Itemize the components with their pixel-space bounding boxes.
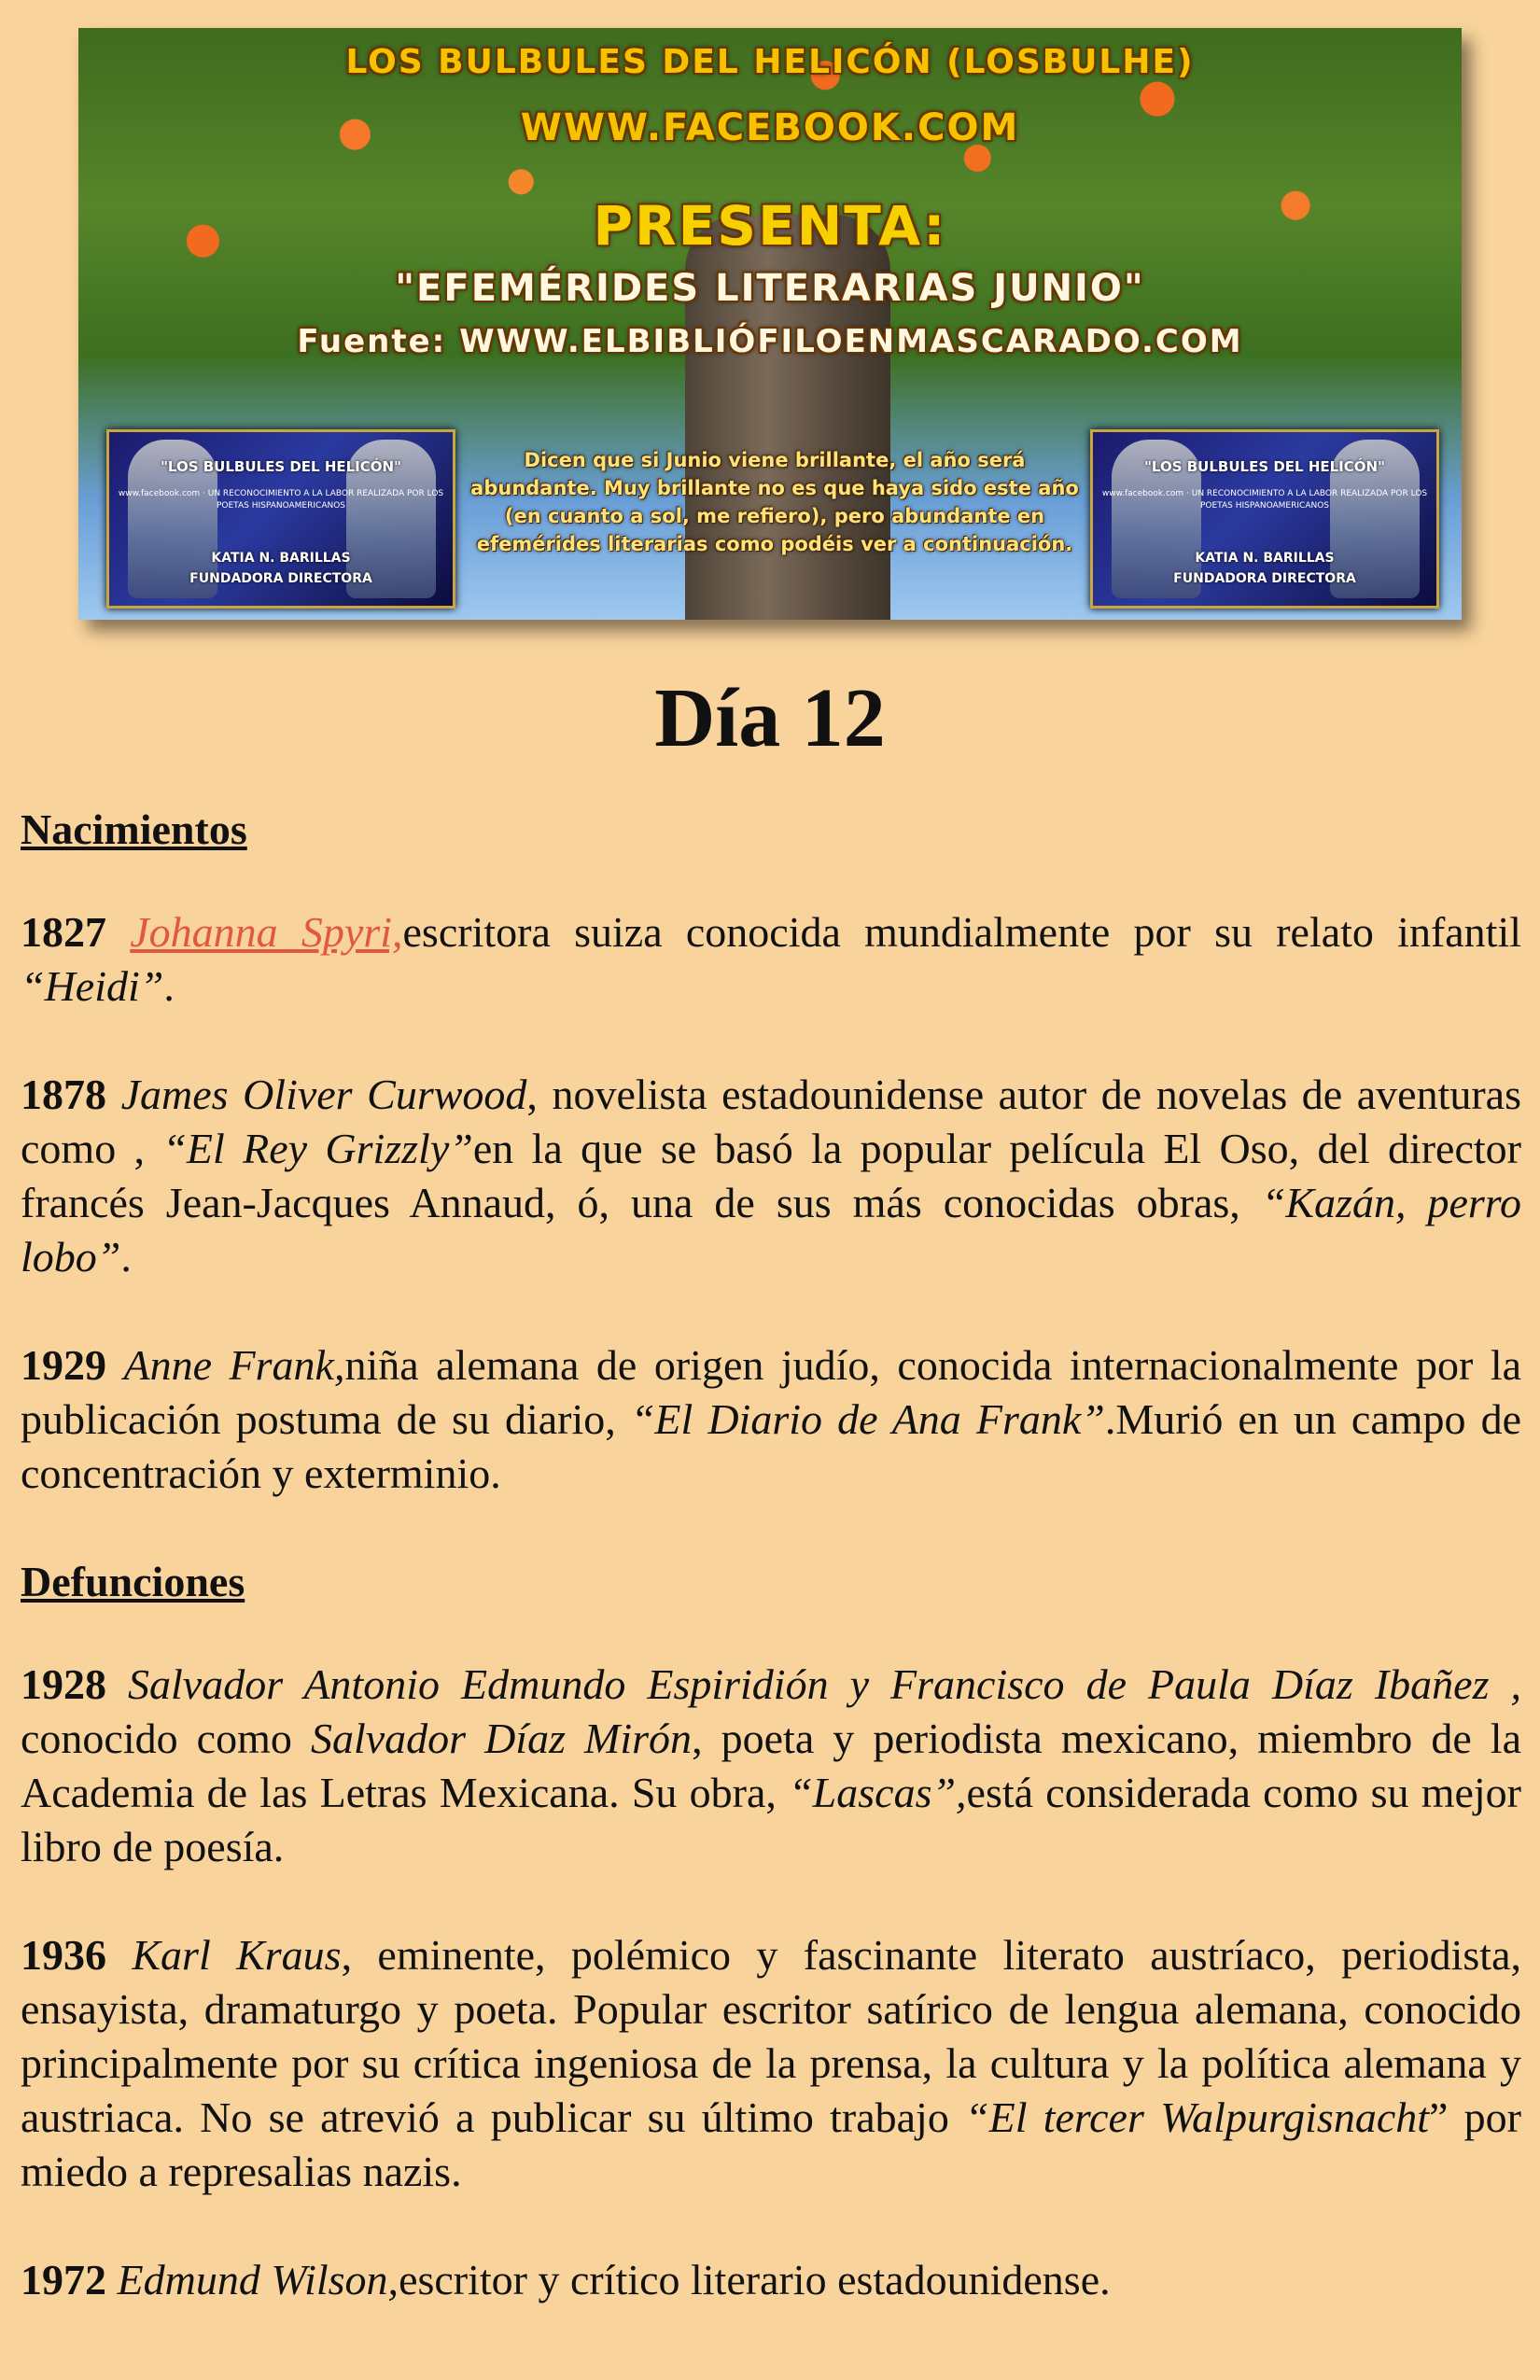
entry-year: 1928 bbox=[21, 1660, 106, 1708]
author-name: James Oliver Curwood bbox=[120, 1071, 527, 1118]
entry-year: 1878 bbox=[21, 1071, 106, 1118]
banner-group-name: LOS BULBULES DEL HELICÓN (LOSBULHE) bbox=[345, 43, 1195, 81]
entry-text: . bbox=[120, 1233, 132, 1281]
author-name: Karl Kraus bbox=[132, 1931, 342, 1979]
logo-title: "LOS BULBULES DEL HELICÓN" bbox=[1144, 458, 1385, 475]
article-body bbox=[21, 803, 1521, 2361]
banner-website: WWW.FACEBOOK.COM bbox=[520, 106, 1020, 149]
logo-footer bbox=[1093, 548, 1436, 589]
logo-right bbox=[1090, 429, 1439, 609]
entry-year: 1929 bbox=[21, 1341, 106, 1389]
death-entry-1972 bbox=[21, 2253, 1521, 2307]
death-entry-1936 bbox=[21, 1928, 1521, 2199]
entry-text: , eminente, polémico y fascinante literato austríaco, periodista, ensayista, dramaturgo y poeta. Popular escritor satírico de lengua alemana, conocido principalmente por su crítica ingeniosa de la prensa, la cultura y la política alemana y austriaca. No se atrevió a publicar su último trabajo bbox=[21, 1931, 1521, 2141]
entry-text: escritora suiza conocida mundialmente por su relato infantil bbox=[402, 908, 1522, 956]
entry-text: conocido como bbox=[21, 1715, 311, 1762]
work-title: “El Rey Grizzly” bbox=[162, 1125, 473, 1172]
birth-entry-1929 bbox=[21, 1338, 1521, 1501]
day-title: Día 12 bbox=[654, 672, 886, 764]
header-banner bbox=[78, 28, 1462, 620]
entry-text: .Murió en un campo de concentración y exterminio. bbox=[21, 1395, 1522, 1497]
entry-year: 1936 bbox=[21, 1931, 106, 1979]
entry-text: está considerada como su mejor libro de poesía. bbox=[21, 1769, 1521, 1870]
entry-text: , poeta y periodista mexicano, miembro de la Academia de las Letras Mexicana. Su obra, bbox=[21, 1715, 1522, 1816]
work-title: “El tercer Walpurgisnacht bbox=[965, 2093, 1430, 2141]
entry-text: niña alemana de origen judío, conocida internacionalmente por la publicación postuma de su diario, bbox=[21, 1341, 1522, 1443]
author-alias: Salvador Díaz Mirón bbox=[310, 1715, 693, 1762]
logo-left bbox=[106, 429, 455, 609]
work-title: “El Diario de Ana Frank” bbox=[630, 1395, 1105, 1443]
entry-year: 1827 bbox=[21, 908, 106, 956]
entry-text: ” por miedo a represalias nazis. bbox=[21, 2093, 1521, 2195]
logo-footer bbox=[109, 548, 453, 589]
entry-text: escritor y crítico literario estadounidense. bbox=[399, 2256, 1111, 2303]
births-heading: Nacimientos bbox=[21, 805, 247, 853]
banner-subject: "EFEMÉRIDES LITERARIAS JUNIO" bbox=[395, 267, 1145, 310]
logo-title: "LOS BULBULES DEL HELICÓN" bbox=[161, 458, 401, 475]
deaths-heading: Defunciones bbox=[21, 1558, 245, 1605]
author-name: Salvador Antonio Edmundo Espiridión y Francisco de Paula Díaz Ibañez , bbox=[128, 1660, 1521, 1708]
entry-year: 1972 bbox=[21, 2256, 106, 2303]
johanna-spyri-link[interactable]: Johanna Spyri, bbox=[130, 908, 403, 956]
work-title: “Kazán, perro lobo” bbox=[21, 1179, 1521, 1281]
banner-quote: Dicen que si Junio viene brillante, el año será abundante. Muy brillante no es que haya sido este año (en cuanto a sol, me refiero), pero abundante en efemérides literarias como podéis ver a continuación. bbox=[470, 449, 1079, 555]
work-title: “Lascas”, bbox=[789, 1769, 967, 1816]
entry-text: , novelista estadounidense autor de novelas de aventuras como , bbox=[21, 1071, 1521, 1172]
entry-text: en la que se basó la popular película El Oso, del director francés Jean-Jacques Annaud, ó, una de sus más conocidas obras, bbox=[21, 1125, 1521, 1226]
logo-subtitle: www.facebook.com · UN RECONOCIMIENTO A LA LABOR REALIZADA POR LOS POETAS HISPANOAMERICANOS bbox=[118, 489, 444, 511]
death-entry-1928 bbox=[21, 1658, 1521, 1874]
work-title: “Heidi” bbox=[21, 962, 164, 1010]
banner-presents: PRESENTA: bbox=[593, 194, 947, 258]
logo-founder-role: FUNDADORA DIRECTORA bbox=[189, 571, 372, 586]
birth-entry-1827 bbox=[21, 905, 1521, 1014]
logo-founder-role: FUNDADORA DIRECTORA bbox=[1173, 571, 1356, 586]
author-name: Anne Frank, bbox=[123, 1341, 345, 1389]
logo-subtitle: www.facebook.com · UN RECONOCIMIENTO A LA LABOR REALIZADA POR LOS POETAS HISPANOAMERICANOS bbox=[1101, 489, 1428, 511]
banner-source: Fuente: WWW.ELBIBLIÓFILOENMASCARADO.COM bbox=[297, 323, 1243, 360]
logo-founder-name: KATIA N. BARILLAS bbox=[1195, 551, 1335, 566]
author-name: Edmund Wilson, bbox=[117, 2256, 399, 2303]
entry-text: . bbox=[163, 962, 175, 1010]
logo-founder-name: KATIA N. BARILLAS bbox=[211, 551, 351, 566]
birth-entry-1878 bbox=[21, 1068, 1521, 1284]
